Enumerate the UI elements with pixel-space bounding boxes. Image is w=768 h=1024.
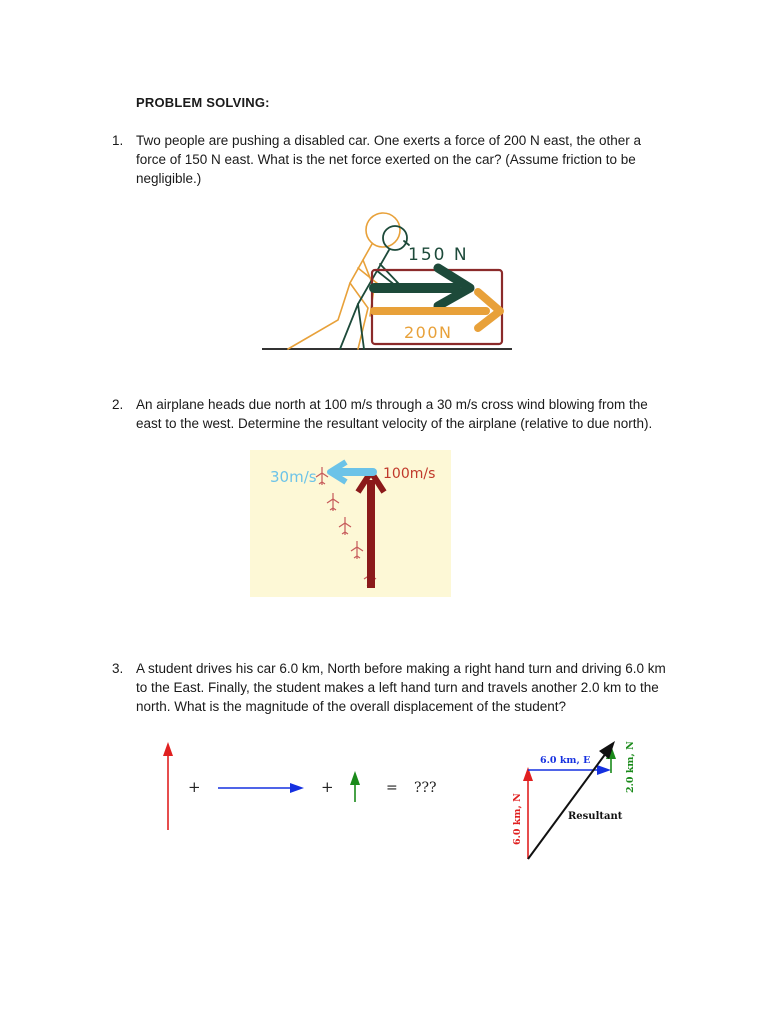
airplane-wind-figure [250,450,451,597]
problem-text: An airplane heads due north at 100 m/s through a 30 m/s cross wind blowing from the east to the west. Determine the resultant velocity of the airplane (relative to due north). [136,397,653,431]
problem-1 [112,131,672,188]
north-6km-vector [163,742,173,830]
north-long-vector-label: 6.0 km, N [512,793,523,845]
page-heading: PROBLEM SOLVING: [136,95,270,110]
plane-speed-label: 100m/s [383,466,436,482]
north-6km-vector [523,767,533,859]
problem-text: Two people are pushing a disabled car. One exerts a force of 200 N east, the other a force of 150 N east. What is the net force exerted on the car? (Assume friction to be negligible.) [136,133,642,186]
equals-sign: = [386,780,398,796]
problem-number: 3. [112,661,124,676]
car-pushing-figure [258,208,516,356]
wind-speed-label: 30m/s [270,468,317,486]
north-short-vector-label: 2.0 km, N [625,741,636,793]
plus-sign: + [321,778,334,796]
problem-text: A student drives his car 6.0 km, North before making a right hand turn and driving 6.0 km to the East. Finally, the student makes a left hand turn and travels another 2.0 km to the north. What is the magnitude of the overall displacement of the student? [136,661,666,714]
problem-number: 2. [112,397,124,412]
resultant-vector-diagram [505,735,655,865]
north-2km-vector [350,771,360,802]
problem-3 [112,659,672,716]
force-200n-label: 200N [404,323,453,342]
east-vector-label: 6.0 km, E [540,755,591,766]
unknown-result: ??? [414,780,437,796]
resultant-label: Resultant [568,811,623,822]
force-150n-label: 150 N [408,245,469,265]
problem-number: 1. [112,133,124,148]
vector-addition-equation [150,730,450,840]
plus-sign: + [188,778,201,796]
east-6km-vector [528,765,611,775]
east-6km-vector [218,783,304,793]
problem-2 [112,395,672,433]
